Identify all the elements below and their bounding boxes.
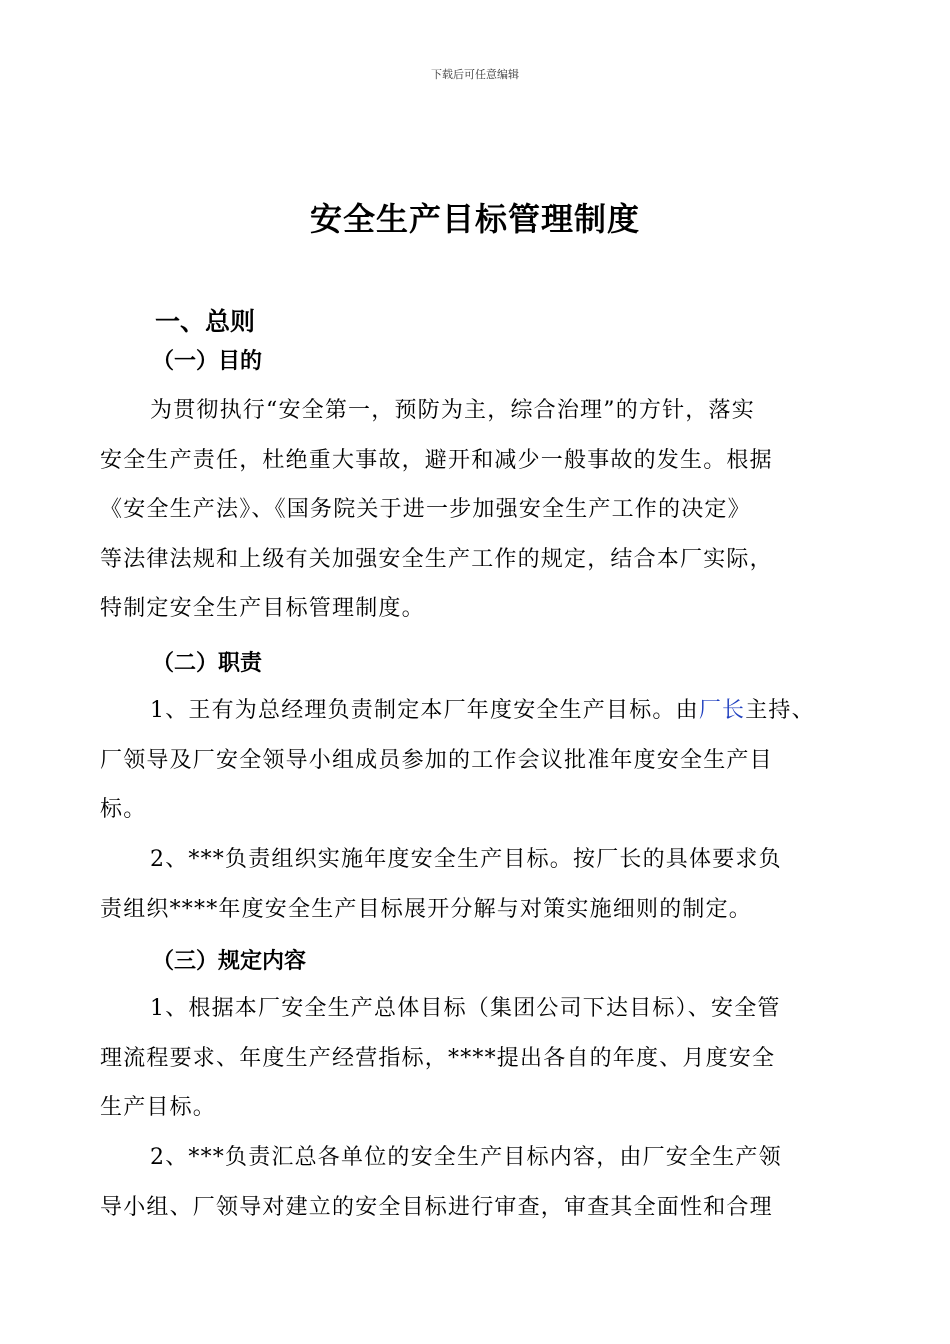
duties-item-2 — [100, 835, 860, 934]
factory-director-link[interactable]: 厂长 — [698, 698, 746, 723]
paragraph-line — [100, 686, 860, 736]
text-run: 1、王有为总经理负责制定本厂年度安全生产目标。由 — [150, 698, 699, 723]
provisions-item-2 — [100, 1133, 860, 1232]
paragraph-line: 生产目标。 — [100, 1095, 217, 1120]
section-heading-general: 一、总则 — [155, 307, 256, 336]
paragraph-line: 2、***负责组织实施年度安全生产目标。按厂长的具体要求负 — [150, 847, 782, 872]
purpose-paragraph — [100, 386, 860, 634]
paragraph-line: 安全生产责任，杜绝重大事故，避开和减少一般事故的发生。根据 — [100, 447, 773, 473]
provisions-item-1 — [100, 984, 860, 1133]
paragraph-line: 导小组、厂领导对建立的安全目标进行审查，审查其全面性和合理 — [100, 1194, 773, 1220]
paragraph-line: 理流程要求、年度生产经营指标，****提出各自的年度、月度安全 — [100, 1045, 776, 1071]
paragraph-line: 标。 — [100, 797, 147, 822]
paragraph-line: 厂领导及厂安全领导小组成员参加的工作会议批准年度安全生产目 — [100, 747, 773, 773]
paragraph-line: 责组织****年度安全生产目标展开分解与对策实施细则的制定。 — [100, 896, 753, 922]
paragraph-line: 1、根据本厂安全生产总体目标（集团公司下达目标）、安全管 — [150, 996, 781, 1021]
paragraph-line: 2、***负责汇总各单位的安全生产目标内容，由厂安全生产领 — [150, 1145, 782, 1170]
subsection-heading-duties: （二）职责 — [152, 651, 263, 676]
header-note: 下载后可任意编辑 — [431, 68, 519, 81]
document-title: 安全生产目标管理制度 — [309, 200, 640, 238]
paragraph-line: 特制定安全生产目标管理制度。 — [100, 596, 425, 621]
paragraph-line: 为贯彻执行“安全第一，预防为主，综合治理”的方针，落实 — [150, 398, 755, 423]
paragraph-line: 《安全生产法》、《国务院关于进一步加强安全生产工作的决定》 — [100, 497, 751, 522]
paragraph-line: 等法律法规和上级有关加强安全生产工作的规定，结合本厂实际， — [100, 546, 773, 572]
duties-item-1 — [100, 686, 860, 835]
subsection-heading-purpose: （一）目的 — [152, 349, 263, 374]
text-run: 主持、 — [745, 698, 815, 723]
subsection-heading-provisions: （三）规定内容 — [152, 949, 307, 974]
